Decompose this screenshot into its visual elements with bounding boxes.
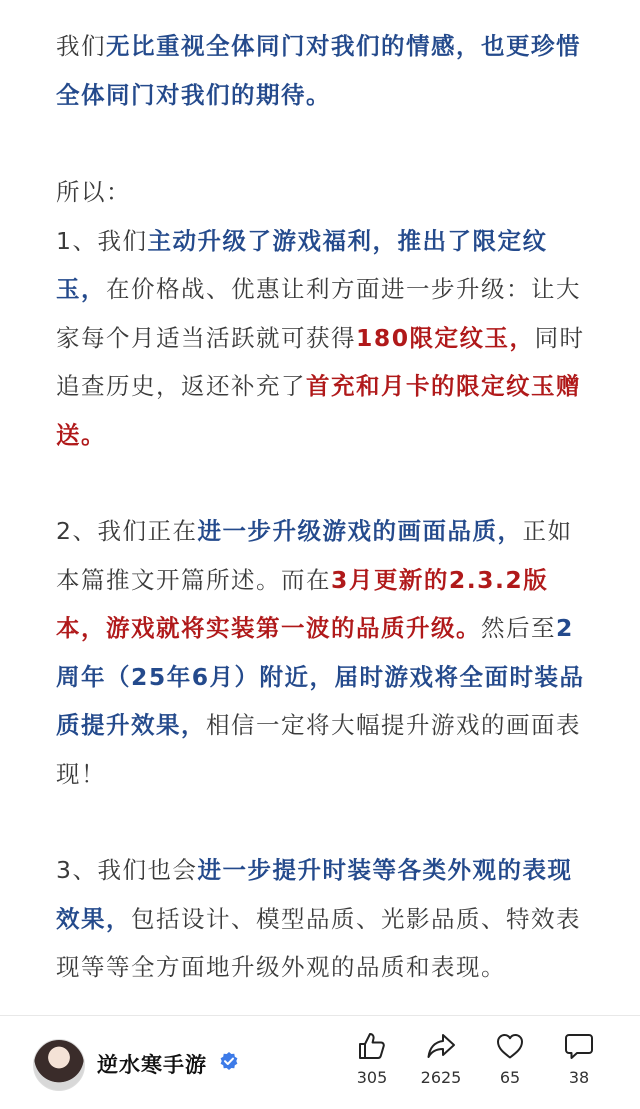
- verified-badge-icon: [219, 1051, 239, 1071]
- paragraph-5: [56, 846, 596, 992]
- avatar[interactable]: [33, 1039, 85, 1091]
- paragraph-3: [56, 217, 596, 460]
- highlight-red: 180限定纹玉，: [356, 323, 535, 352]
- highlight-blue: 无比重视全体同门对我们的情感，也更珍惜全体同门对我们的期待。: [56, 32, 581, 109]
- comment-count: 38: [568, 1068, 590, 1087]
- like-count: 305: [356, 1068, 388, 1087]
- highlight-red: 3月更新的2.3.2版本，游戏就将实装第一波的品质升级。: [56, 565, 549, 642]
- share-icon: [425, 1030, 457, 1062]
- share-count: 2625: [420, 1068, 462, 1087]
- article-body: [56, 22, 596, 992]
- highlight-red: 首充和月卡的限定纹玉赠送。: [56, 372, 581, 449]
- like-button[interactable]: [337, 1030, 407, 1087]
- highlight-blue: 进一步提升时装等各类外观的表现效果，: [56, 856, 573, 933]
- comment-button[interactable]: [544, 1030, 614, 1087]
- text: 我们: [56, 32, 106, 60]
- text: 同时追查历史，返还补充了: [56, 323, 585, 400]
- thumbs-up-icon: [356, 1030, 388, 1062]
- highlight-blue: 2周年（25年6月）附近，届时游戏将全面时装品质提升效果，: [56, 614, 585, 739]
- favorite-count: 65: [499, 1068, 521, 1087]
- paragraph-1: [56, 22, 596, 119]
- author-name[interactable]: 逆水寒手游: [97, 1053, 207, 1077]
- action-bar: [0, 1015, 640, 1109]
- share-button[interactable]: [406, 1030, 476, 1087]
- text: 在价格战、优惠让利方面进一步升级：让大家每个月适当活跃就可获得: [56, 275, 581, 352]
- heart-icon: [494, 1030, 526, 1062]
- favorite-button[interactable]: [475, 1030, 545, 1087]
- highlight-blue: 进一步升级游戏的画面品质，: [197, 517, 523, 545]
- comment-icon: [563, 1030, 595, 1062]
- paragraph-2: [56, 168, 596, 217]
- text: 1、我们: [56, 226, 148, 255]
- text: 所以：: [56, 178, 131, 206]
- highlight-blue: 主动升级了游戏福利，推出了限定纹玉，: [56, 226, 548, 303]
- text: 然后至: [481, 614, 556, 642]
- text: 3、我们也会: [56, 856, 198, 884]
- text: 2、我们正在: [56, 517, 198, 545]
- text: 包括设计、模型品质、光影品质、特效表现等等全方面地升级外观的品质和表现。: [56, 904, 581, 981]
- text: 正如本篇推文开篇所述。而在: [56, 517, 573, 594]
- paragraph-4: [56, 507, 596, 798]
- text: 相信一定将大幅提升游戏的画面表现！: [56, 711, 581, 788]
